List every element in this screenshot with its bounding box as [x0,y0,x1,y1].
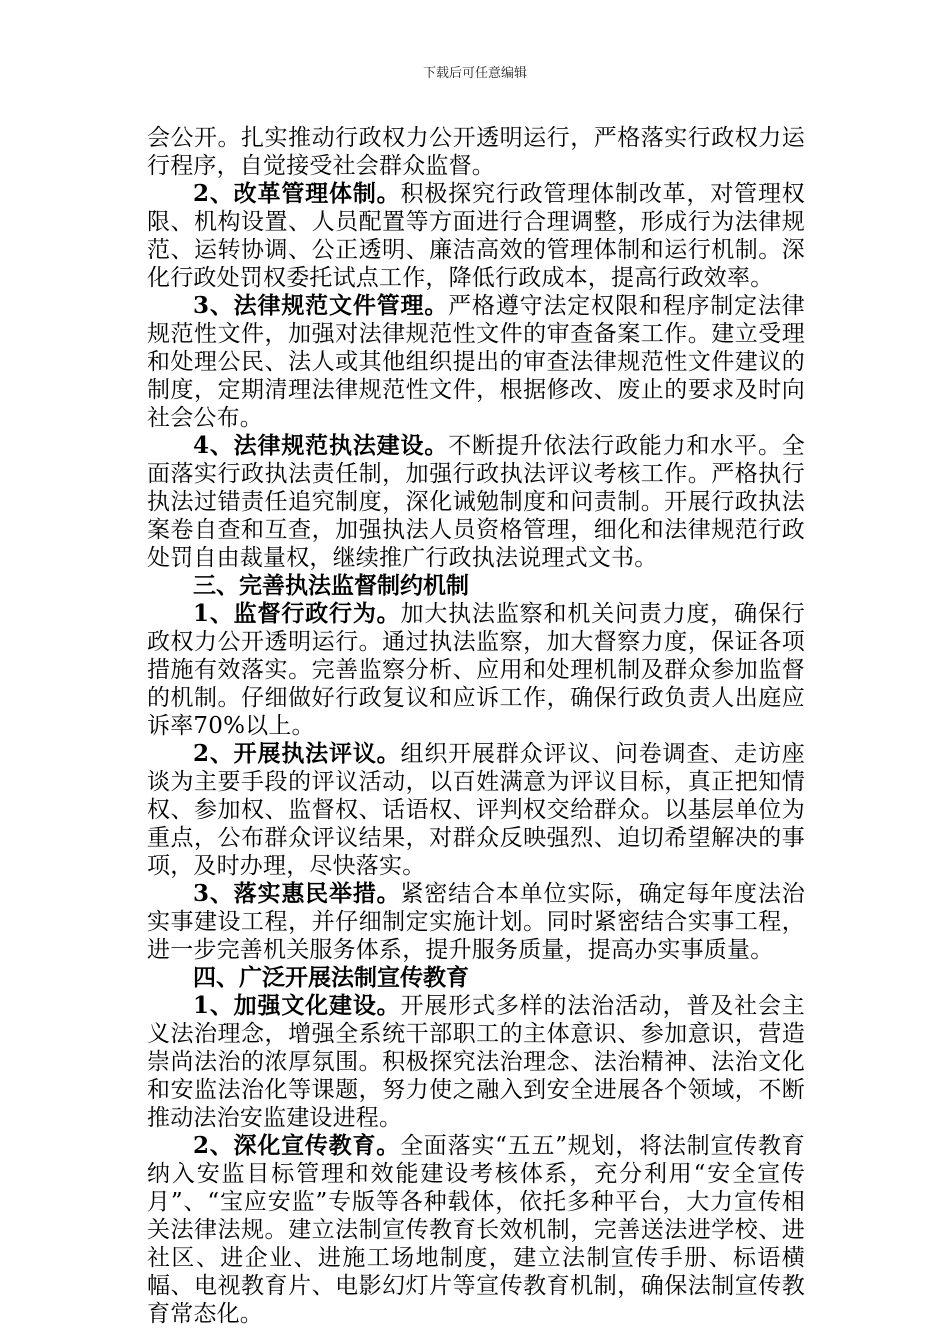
paragraph-text: 紧密结合本单位实际，确定每年度法治实事建设工程，并仔细制定实施计划。同时紧密结合实事工程，进一步完善机关服务体系，提升服务质量，提高办实事质量。 [147,881,806,963]
paragraph-reform-management [147,180,805,292]
paragraph-normative-documents [147,292,805,432]
page-header-note: 下载后可任意编辑 [422,66,527,81]
paragraph-text: 不断提升依法行政能力和水平。全面落实行政执法责任制，加强行政执法评议考核工作。严格执行执法过错责任追究制度，深化诫勉制度和问责制。开展行政执法案卷自查和互查，加强执法人员资格管理，细化和法律规范行政处罚自由裁量权，继续推广行政执法说理式文书。 [147,433,805,571]
paragraph-publicity-education [147,1132,805,1328]
paragraph-lead: 4、法律规范执法建设。 [193,432,449,459]
paragraph-benefit-measures [147,880,805,964]
document-body [147,124,805,1328]
paragraph-culture-building [147,992,805,1132]
paragraph-enforcement-review [147,740,805,880]
paragraph-text: 组织开展群众评议、问卷调查、走访座谈为主要手段的评议活动，以百姓满意为评议目标，真正把知情权、参加权、监督权、话语权、评判权交给群众。以基层单位为重点，公布群众评议结果，对群众反映强烈、迫切希望解决的事项，及时办理，尽快落实。 [147,741,806,879]
paragraph-text: 全面落实“五五”规划，将法制宣传教育纳入安监目标管理和效能建设考核体系，充分利用“安全宣传月”、“宝应安监”专版等各种载体，依托多种平台，大力宣传相关法律法规。建立法制宣传教育长效机制，完善送法进学校、进社区、进企业、进施工场地制度，建立法制宣传手册、标语横幅、电视教育片、电影幻灯片等宣传教育机制，确保法制宣传教育常态化。 [147,1133,805,1327]
paragraph-lead: 2、开展执法评议。 [193,740,401,767]
paragraph-lead: 3、法律规范文件管理。 [193,292,449,319]
paragraph-text: 积极探究行政管理体制改革，对管理权限、机构设置、人员配置等方面进行合理调整，形成行为法律规范、运转协调、公正透明、廉洁高效的管理体制和运行机制。深化行政处罚权委托试点工作，降低行政成本，提高行政效率。 [147,181,806,291]
section-heading-legal-education: 四、广泛开展法制宣传教育 [193,964,469,991]
paragraph-lead: 2、改革管理体制。 [193,180,401,207]
paragraph-law-enforcement [147,432,805,572]
paragraph-text: 开展形式多样的法治活动，普及社会主义法治理念，增强全系统干部职工的主体意识、参加意识，营造崇尚法治的浓厚氛围。积极探究法治理念、法治精神、法治文化和安监法治化等课题，努力使之融入到安全进展各个领域，不断推动法治安监建设进程。 [147,993,806,1131]
paragraph-lead: 3、落实惠民举措。 [193,880,401,907]
paragraph-lead: 2、深化宣传教育。 [193,1132,401,1159]
paragraph-continuation: 会公开。扎实推动行政权力公开透明运行，严格落实行政权力运行程序，自觉接受社会群众监督。 [147,125,805,179]
paragraph-lead: 1、监督行政行为。 [193,600,401,627]
section-heading-supervision: 三、完善执法监督制约机制 [193,572,469,599]
paragraph-text: 严格遵守法定权限和程序制定法律规范性文件，加强对法律规范性文件的审查备案工作。建立受理和处理公民、法人或其他组织提出的审查法律规范性文件建议的制度，定期清理法律规范性文件，根据修改、废止的要求及时向社会公布。 [147,293,805,431]
paragraph-lead: 1、加强文化建设。 [193,992,401,1019]
paragraph-supervise-administration [147,600,805,740]
paragraph-text: 加大执法监察和机关问责力度，确保行政权力公开透明运行。通过执法监察，加大督察力度，保证各项措施有效落实。完善监察分析、应用和处理机制及群众参加监督的机制。仔细做好行政复议和应诉工作，确保行政负责人出庭应诉率70%以上。 [147,601,806,739]
